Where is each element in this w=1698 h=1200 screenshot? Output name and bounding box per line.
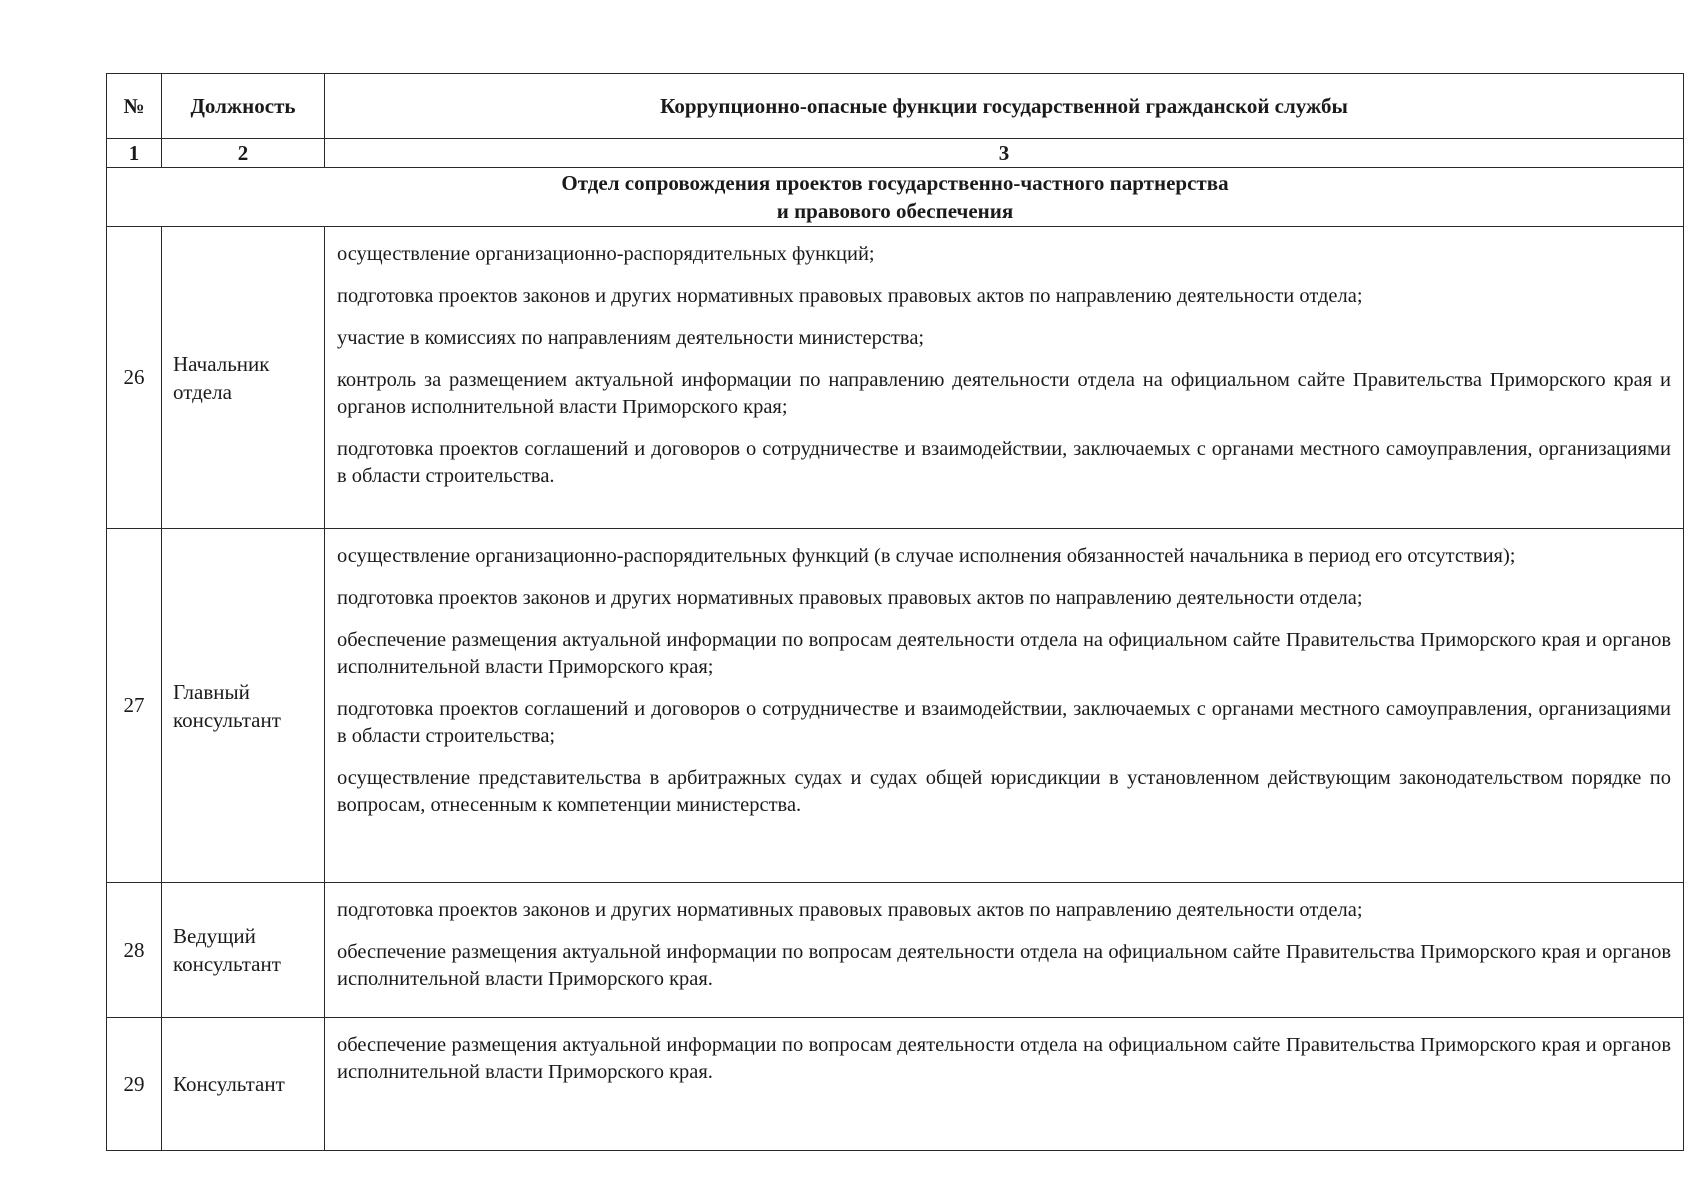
- section-row: [107, 168, 1684, 227]
- row-position: [162, 1018, 325, 1151]
- position-line1: Ведущий: [173, 924, 256, 948]
- function-item: контроль за размещением актуальной информации по направлению деятельности отдела на официальном сайте Правительства Приморского края и органов исполнительной власти Приморского края;: [337, 369, 1671, 418]
- function-item: подготовка проектов законов и других нормативных правовых правовых актов по направлению деятельности отдела;: [337, 587, 1363, 609]
- row-position: [162, 227, 325, 529]
- row-number: 26: [107, 227, 162, 529]
- function-item: участие в комиссиях по направлениям деятельности министерства;: [337, 327, 925, 349]
- column-index-3: 3: [325, 139, 1684, 168]
- table-row: [107, 1018, 1684, 1151]
- header-num: №: [107, 74, 162, 139]
- section-title-line1: Отдел сопровождения проектов государственно-частного партнерства: [561, 171, 1229, 195]
- position-line1: Начальник: [173, 351, 270, 376]
- function-item: обеспечение размещения актуальной информации по вопросам деятельности отдела на официальном сайте Правительства Приморского края и органов исполнительной власти Приморского края;: [337, 629, 1671, 678]
- row-position: [162, 529, 325, 883]
- header-functions: Коррупционно-опасные функции государственной гражданской службы: [325, 74, 1684, 139]
- position-line2: консультант: [173, 707, 281, 732]
- row-functions: [325, 529, 1684, 883]
- corruption-functions-table: [106, 73, 1684, 1151]
- column-index-1: 1: [107, 139, 162, 168]
- column-index-2: 2: [162, 139, 325, 168]
- row-number: 29: [107, 1018, 162, 1151]
- table-row: [107, 883, 1684, 1018]
- position-line1: Главный: [173, 679, 250, 704]
- row-functions: [325, 883, 1684, 1018]
- header-position: Должность: [162, 74, 325, 139]
- section-title: [107, 168, 1684, 227]
- function-item: осуществление организационно-распорядительных функций;: [337, 243, 875, 265]
- function-item: осуществление организационно-распорядительных функций (в случае исполнения обязанностей начальника в период его отсутствия);: [337, 545, 1516, 567]
- function-item: подготовка проектов соглашений и договоров о сотрудничестве и взаимодействии, заключаемых с органами местного самоуправления, организациями в области строительства;: [337, 698, 1671, 747]
- row-functions: [325, 227, 1684, 529]
- function-item: подготовка проектов соглашений и договоров о сотрудничестве и взаимодействии, заключаемых с органами местного самоуправления, организациями в области строительства.: [337, 438, 1671, 487]
- function-item: обеспечение размещения актуальной информации по вопросам деятельности отдела на официальном сайте Правительства Приморского края и органов исполнительной власти Приморского края.: [337, 1034, 1671, 1083]
- row-functions: [325, 1018, 1684, 1151]
- table-row: [107, 529, 1684, 883]
- function-item: обеспечение размещения актуальной информации по вопросам деятельности отдела на официальном сайте Правительства Приморского края и органов исполнительной власти Приморского края.: [337, 941, 1671, 990]
- row-number: 28: [107, 883, 162, 1018]
- row-position: [162, 883, 325, 1018]
- function-item: подготовка проектов законов и других нормативных правовых правовых актов по направлению деятельности отдела;: [337, 899, 1363, 921]
- position-line2: отдела: [173, 379, 232, 404]
- function-item: подготовка проектов законов и других нормативных правовых правовых актов по направлению деятельности отдела;: [337, 285, 1363, 307]
- function-item: осуществление представительства в арбитражных судах и судах общей юрисдикции в установленном действующим законодательством порядке по вопросам, отнесенным к компетенции министерства.: [337, 767, 1671, 816]
- header-row: [107, 74, 1684, 139]
- section-title-line2: и правового обеспечения: [776, 199, 1014, 223]
- position-line2: консультант: [173, 952, 281, 976]
- table-row: [107, 227, 1684, 529]
- column-index-row: [107, 139, 1684, 168]
- row-number: 27: [107, 529, 162, 883]
- position-line1: Консультант: [173, 1072, 285, 1096]
